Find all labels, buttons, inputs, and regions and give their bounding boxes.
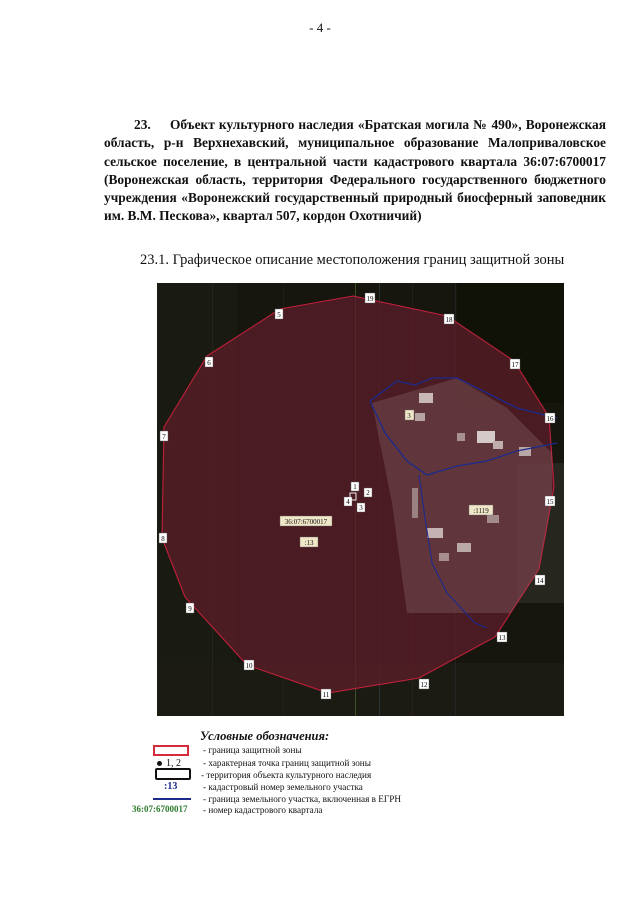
svg-text:13: 13 xyxy=(498,634,506,642)
svg-text:3: 3 xyxy=(359,504,363,512)
boundary-point-4 xyxy=(344,497,352,506)
svg-text:16: 16 xyxy=(546,415,554,423)
boundary-point-17 xyxy=(510,359,520,369)
boundary-point-10 xyxy=(244,660,254,670)
boundary-point-2 xyxy=(364,488,372,497)
legend-parcel-number-label: - кадастровый номер земельного участка xyxy=(203,782,363,792)
boundary-point-13 xyxy=(497,632,507,642)
legend-point-label: - характерная точка границ защитной зоны xyxy=(203,758,371,768)
point-dot-icon xyxy=(157,761,162,766)
svg-text:3: 3 xyxy=(407,412,411,420)
svg-text:17: 17 xyxy=(511,361,519,369)
boundary-point-18 xyxy=(444,314,454,324)
svg-text:14: 14 xyxy=(536,577,544,585)
svg-text:19: 19 xyxy=(366,295,374,303)
parcel-label-1119 xyxy=(469,505,493,515)
legend-parcel-boundary-label: - граница земельного участка, включенная в ЕГРН xyxy=(203,794,401,804)
legend-point-symbol: 1, 2 xyxy=(157,758,181,769)
legend-heritage-territory-label: - территория объекта культурного наследия xyxy=(201,770,372,780)
svg-text:5: 5 xyxy=(277,311,281,319)
legend-parcel-boundary-symbol xyxy=(153,798,191,800)
svg-text::1119: :1119 xyxy=(473,507,489,515)
section-title: 23.1. Графическое описание местоположения границ защитной зоны xyxy=(140,252,565,268)
svg-text:1: 1 xyxy=(353,483,357,491)
svg-text:4: 4 xyxy=(346,498,350,506)
svg-text:2: 2 xyxy=(366,489,370,497)
svg-text:10: 10 xyxy=(245,662,253,670)
svg-text:15: 15 xyxy=(546,498,554,506)
svg-text:6: 6 xyxy=(207,359,211,367)
svg-text:11: 11 xyxy=(322,691,330,699)
parcel-label-13 xyxy=(300,537,318,547)
svg-text:36:07:6700017: 36:07:6700017 xyxy=(284,518,328,526)
svg-text::13: :13 xyxy=(304,539,314,547)
svg-text:18: 18 xyxy=(445,316,453,324)
boundary-point-11 xyxy=(321,689,331,699)
boundary-point-3 xyxy=(357,503,365,512)
boundary-point-7 xyxy=(160,431,168,441)
boundary-point-14 xyxy=(535,575,545,585)
boundary-point-12 xyxy=(419,679,429,689)
legend-zone-boundary-symbol xyxy=(153,745,189,756)
boundary-point-16 xyxy=(545,413,555,423)
boundary-point-1 xyxy=(351,482,359,491)
object-heading xyxy=(104,116,606,226)
legend-quarter-number-symbol: 36:07:6700017 xyxy=(132,804,188,814)
boundary-point-8 xyxy=(159,533,167,543)
object-number: 23. xyxy=(134,117,151,132)
legend-title: Условные обозначения: xyxy=(200,729,330,743)
svg-text:8: 8 xyxy=(161,535,165,543)
parcel-label-3 xyxy=(405,410,414,420)
legend-quarter-number-label: - номер кадастрового квартала xyxy=(203,805,323,815)
page-number: - 4 - xyxy=(309,20,331,35)
svg-text:9: 9 xyxy=(188,605,192,613)
boundary-point-9 xyxy=(186,603,194,613)
boundary-point-5 xyxy=(275,309,283,319)
boundary-point-15 xyxy=(545,496,555,506)
svg-text:7: 7 xyxy=(162,433,166,441)
svg-text:12: 12 xyxy=(420,681,428,689)
boundary-point-6 xyxy=(205,357,213,367)
legend-zone-boundary-label: - граница защитной зоны xyxy=(203,745,302,755)
quarter-number-label xyxy=(280,516,332,526)
legend-parcel-number-symbol: :13 xyxy=(164,781,178,792)
boundary-point-19 xyxy=(365,293,375,303)
object-description: Объект культурного наследия «Братская могила № 490», Воронежская область, р-н Верхнехавский, муниципальное образование Малоприваловское сельское поселение, в центральной части кадастрового квартала 36:07:6700017 (Воронежская область, территория Федерального государственного бюджетного учреждения «Воронежский государственный природный биосферный заповедник им. В.М. Пескова», квартал 507, кордон Охотничий) xyxy=(104,117,606,224)
boundary-map xyxy=(157,283,564,716)
legend-heritage-territory-symbol xyxy=(155,768,191,780)
